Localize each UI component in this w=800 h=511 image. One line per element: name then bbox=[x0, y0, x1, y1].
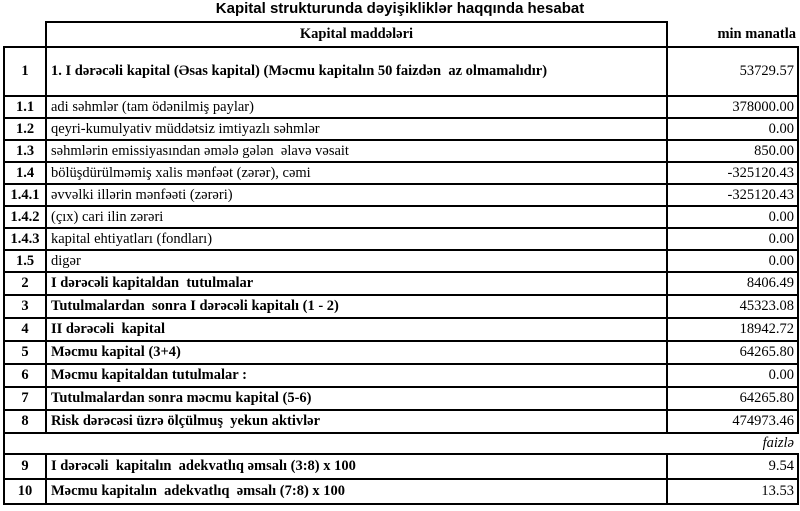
row-number-cell: 4 bbox=[4, 318, 46, 341]
row-label-cell: kapital ehtiyatları (fondları) bbox=[46, 228, 667, 250]
row-label-cell: Tutulmalardan sonra I dərəcəli kapitalı (1 - 2) bbox=[46, 295, 667, 318]
table-row bbox=[4, 140, 798, 162]
row-value-cell: 53729.57 bbox=[667, 47, 798, 96]
row-number-cell: 1.5 bbox=[4, 250, 46, 272]
table-row bbox=[4, 433, 798, 454]
row-label-cell: əvvəlki illərin mənfəəti (zərəri) bbox=[46, 184, 667, 206]
header-empty-cell bbox=[4, 22, 46, 47]
row-value-cell: 474973.46 bbox=[667, 410, 798, 433]
row-number-cell: 1.2 bbox=[4, 118, 46, 140]
row-value-cell: -325120.43 bbox=[667, 184, 798, 206]
table-body bbox=[4, 22, 798, 504]
table-row bbox=[4, 479, 798, 504]
row-value-cell: 0.00 bbox=[667, 118, 798, 140]
row-number-cell: 10 bbox=[4, 479, 46, 504]
row-label-cell: qeyri-kumulyativ müddətsiz imtiyazlı səhmlər bbox=[46, 118, 667, 140]
table-row bbox=[4, 47, 798, 96]
row-number-cell: 9 bbox=[4, 454, 46, 479]
row-number-cell: 5 bbox=[4, 341, 46, 364]
table-row bbox=[4, 272, 798, 295]
table-row bbox=[4, 364, 798, 387]
row-label-cell: səhmlərin emissiyasından əmələ gələn əlavə vəsait bbox=[46, 140, 667, 162]
row-number-cell: 1.4.1 bbox=[4, 184, 46, 206]
row-label-cell: Məcmu kapital (3+4) bbox=[46, 341, 667, 364]
row-value-cell: -325120.43 bbox=[667, 162, 798, 184]
unit-column-header: min manatla bbox=[717, 25, 796, 42]
row-value-cell: 0.00 bbox=[667, 206, 798, 228]
table-row bbox=[4, 387, 798, 410]
row-number-cell: 1.4.3 bbox=[4, 228, 46, 250]
table-row bbox=[4, 295, 798, 318]
row-number-cell: 1.4 bbox=[4, 162, 46, 184]
row-label-cell: I dərəcəli kapitalın adekvatlıq əmsalı (3:8) x 100 bbox=[46, 454, 667, 479]
row-number-cell: 6 bbox=[4, 364, 46, 387]
row-label-cell: 1. I dərəcəli kapital (Əsas kapital) (Məcmu kapitalın 50 faizdən az olmamalıdır) bbox=[46, 47, 667, 96]
row-number-cell: 1.3 bbox=[4, 140, 46, 162]
row-label-cell: II dərəcəli kapital bbox=[46, 318, 667, 341]
row-number-cell: 1.1 bbox=[4, 96, 46, 118]
row-value-cell: 8406.49 bbox=[667, 272, 798, 295]
table-header-row bbox=[4, 22, 798, 47]
table-row bbox=[4, 454, 798, 479]
row-value-cell: 18942.72 bbox=[667, 318, 798, 341]
row-number-cell: 1.4.2 bbox=[4, 206, 46, 228]
row-label-cell: Məcmu kapitalın adekvatlıq əmsalı (7:8) x 100 bbox=[46, 479, 667, 504]
row-label-cell: Məcmu kapitaldan tutulmalar : bbox=[46, 364, 667, 387]
table-row bbox=[4, 250, 798, 272]
table-row bbox=[4, 184, 798, 206]
row-label-cell: (çıx) cari ilin zərəri bbox=[46, 206, 667, 228]
table-row bbox=[4, 318, 798, 341]
table-row bbox=[4, 341, 798, 364]
row-value-cell: 0.00 bbox=[667, 250, 798, 272]
row-label-cell: adi səhmlər (tam ödənilmiş paylar) bbox=[46, 96, 667, 118]
row-number-cell: 7 bbox=[4, 387, 46, 410]
row-value-cell: 0.00 bbox=[667, 364, 798, 387]
row-label-cell: bölüşdürülməmiş xalis mənfəət (zərər), cəmi bbox=[46, 162, 667, 184]
table-row bbox=[4, 410, 798, 433]
row-value-cell: 13.53 bbox=[667, 479, 798, 504]
table-row bbox=[4, 96, 798, 118]
row-label-cell: digər bbox=[46, 250, 667, 272]
row-value-cell: 64265.80 bbox=[667, 387, 798, 410]
items-column-header: Kapital maddələri bbox=[46, 22, 667, 47]
row-value-cell: 378000.00 bbox=[667, 96, 798, 118]
row-value-cell: 0.00 bbox=[667, 228, 798, 250]
table-row bbox=[4, 228, 798, 250]
row-label-cell: Tutulmalardan sonra məcmu kapital (5-6) bbox=[46, 387, 667, 410]
row-value-cell: 9.54 bbox=[667, 454, 798, 479]
row-number-cell: 3 bbox=[4, 295, 46, 318]
table-row bbox=[4, 118, 798, 140]
row-number-cell: 2 bbox=[4, 272, 46, 295]
table-row bbox=[4, 206, 798, 228]
row-value-cell: 45323.08 bbox=[667, 295, 798, 318]
row-value-cell: 64265.80 bbox=[667, 341, 798, 364]
row-number-cell: 8 bbox=[4, 410, 46, 433]
row-label-cell: I dərəcəli kapitaldan tutulmalar bbox=[46, 272, 667, 295]
capital-structure-table bbox=[3, 21, 799, 505]
percent-unit-cell: faizlə bbox=[4, 433, 798, 454]
table-row bbox=[4, 162, 798, 184]
report-title: Kapital strukturunda dəyişikliklər haqqında hesabat bbox=[215, 0, 585, 17]
row-number-cell: 1 bbox=[4, 47, 46, 96]
row-label-cell: Risk dərəcəsi üzrə ölçülmuş yekun aktivlər bbox=[46, 410, 667, 433]
row-value-cell: 850.00 bbox=[667, 140, 798, 162]
